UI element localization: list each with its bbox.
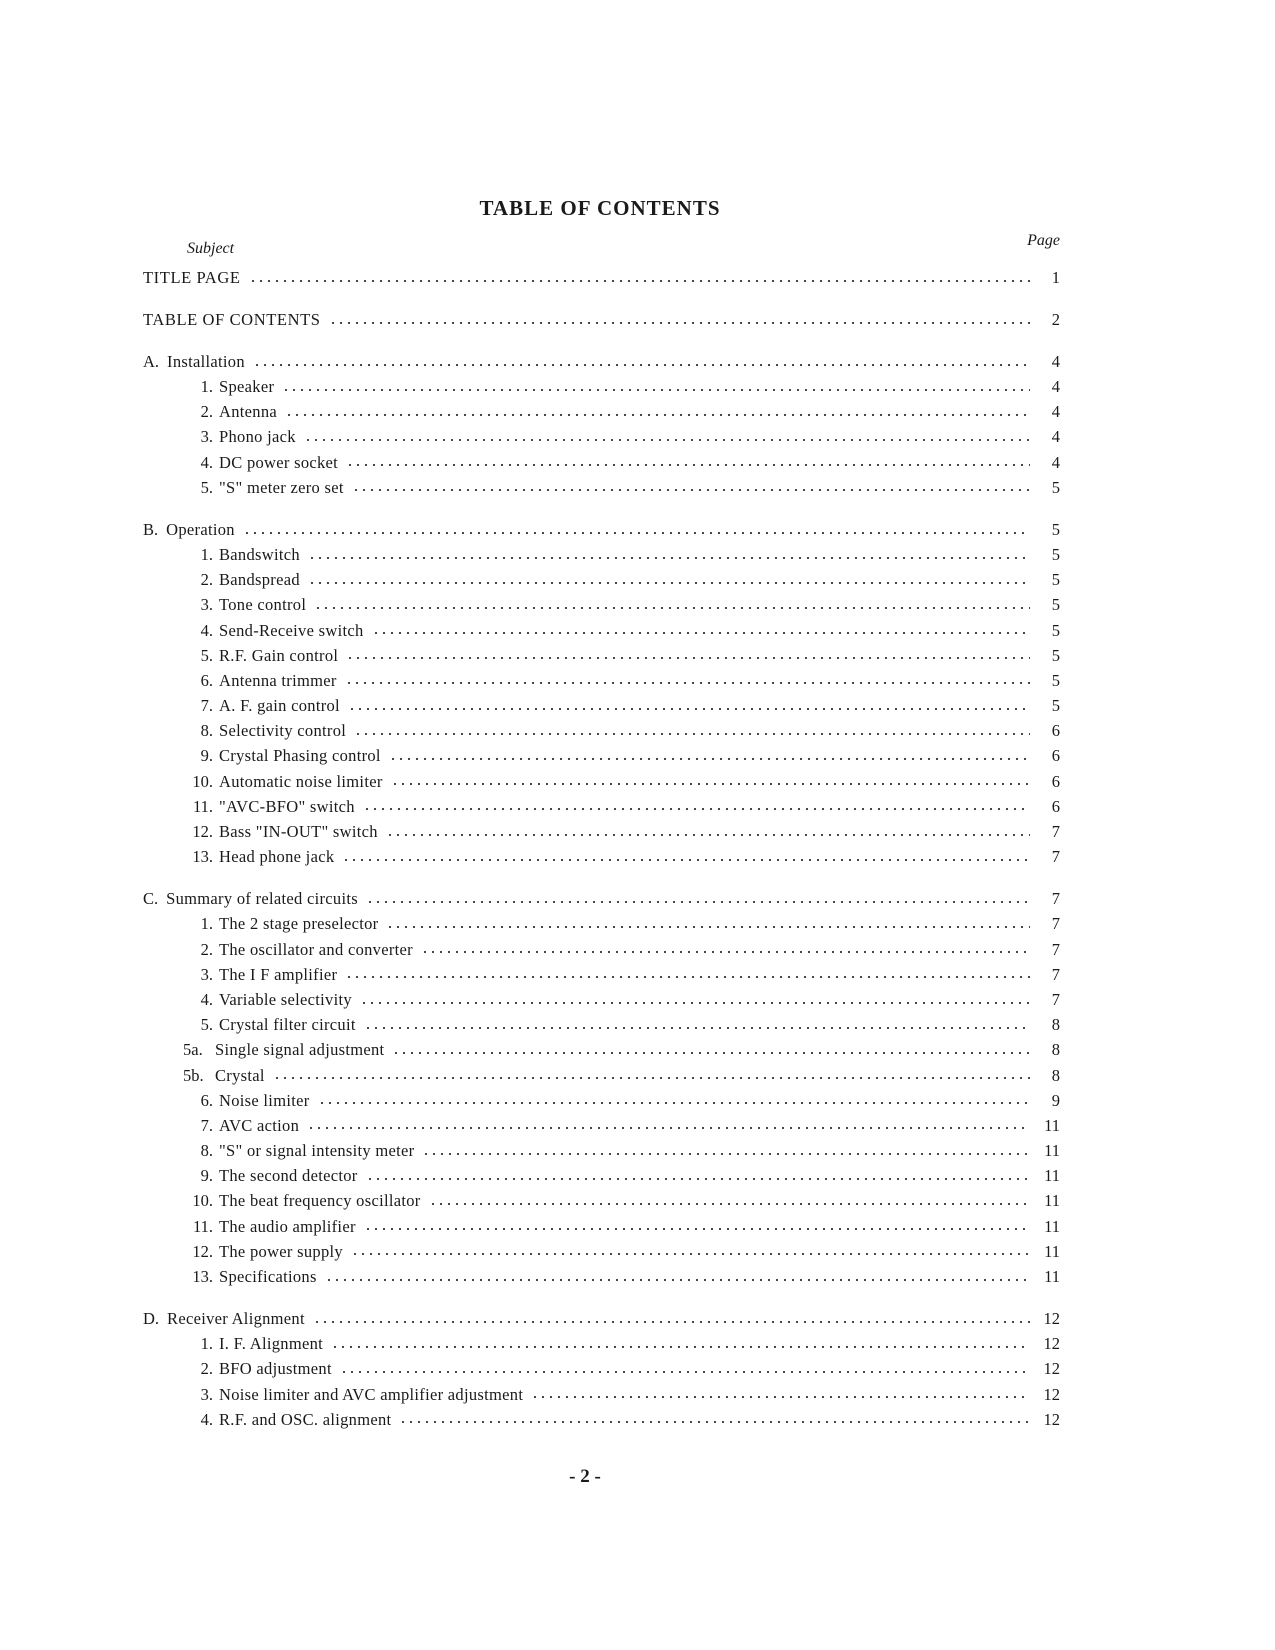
toc-entry	[143, 1012, 1060, 1037]
toc-entry-page: 12	[1043, 1384, 1060, 1404]
toc-entry-label: TABLE OF CONTENTS	[143, 310, 321, 329]
toc-entry-page: 8	[1051, 1065, 1060, 1085]
toc-entry	[143, 911, 1060, 936]
toc-entry-page: 6	[1051, 721, 1060, 741]
toc-entry	[143, 718, 1060, 743]
toc-entry-label: Operation	[166, 519, 235, 539]
toc-entry-label: R.F. and OSC. alignment	[219, 1409, 392, 1429]
dot-leader	[329, 320, 1030, 326]
toc-entry-label: Speaker	[219, 377, 275, 396]
toc-entry-label: The second detector	[219, 1166, 358, 1186]
toc-entry-label: Receiver Alignment	[167, 1309, 305, 1329]
toc-entry	[143, 1331, 1060, 1356]
toc-entry-label: Selectivity control	[219, 721, 347, 741]
toc-entry-label: Summary of related circuits	[166, 889, 358, 909]
toc-entry-page: 5	[1051, 670, 1060, 690]
toc-entry-label: Bandswitch	[219, 544, 300, 564]
dot-leader	[364, 1226, 1030, 1232]
toc-entry	[143, 1407, 1060, 1432]
dot-leader	[422, 1151, 1030, 1157]
toc-entry	[143, 399, 1060, 424]
toc-entry	[143, 937, 1060, 962]
toc-entry-number: 7.	[200, 1115, 213, 1135]
toc-entry-number: 2.	[200, 402, 213, 422]
toc-entry-page: 4	[1051, 452, 1060, 472]
toc-entry-label: "AVC-BFO" switch	[219, 796, 355, 816]
dot-leader	[348, 706, 1030, 712]
toc-entry-number: 8.	[200, 721, 213, 741]
toc-section-circuits	[143, 887, 1060, 1289]
toc-entry-page: 5	[1051, 645, 1060, 665]
toc-entry-page: 12	[1043, 1409, 1060, 1429]
dot-leader	[253, 362, 1030, 368]
dot-leader	[354, 731, 1030, 737]
toc-group-contents	[143, 308, 1060, 332]
toc-entry-number: 10.	[192, 1191, 213, 1211]
toc-entry-number: 1.	[200, 544, 213, 564]
dot-leader	[366, 1176, 1030, 1182]
dot-leader	[421, 949, 1030, 955]
toc-entry-number: 11.	[192, 1216, 213, 1236]
dot-leader	[531, 1394, 1030, 1400]
toc-entry-number: 5a.	[183, 1040, 203, 1060]
toc-entry-number: 10.	[192, 771, 213, 791]
toc-entry-number: 4.	[200, 620, 213, 640]
toc-section-heading	[143, 1307, 1060, 1331]
dot-leader	[429, 1201, 1030, 1207]
toc-entry-page: 7	[1051, 847, 1060, 867]
toc-entry-number: 6.	[200, 670, 213, 690]
toc-entry-page: 12	[1043, 1359, 1060, 1379]
toc-entry	[143, 1113, 1060, 1138]
dot-leader	[399, 1419, 1030, 1425]
toc-entry-label: A. F. gain control	[219, 696, 340, 716]
toc-entry-number: 13.	[192, 847, 213, 867]
toc-entry	[143, 374, 1060, 399]
toc-entry-page: 5	[1051, 519, 1060, 539]
toc-section-heading	[143, 518, 1060, 542]
toc-entry	[143, 1138, 1060, 1163]
toc-entry-number: 5.	[200, 1015, 213, 1035]
toc-entry-number: 6.	[200, 1090, 213, 1110]
toc-entry-page: 7	[1051, 889, 1060, 909]
table-of-contents	[143, 266, 1060, 1450]
toc-section-installation	[143, 350, 1060, 500]
toc-entry-label: Bass "IN-OUT" switch	[219, 822, 378, 841]
toc-entry-label: Crystal filter circuit	[219, 1015, 356, 1035]
toc-entry	[143, 266, 1060, 290]
dot-leader	[304, 437, 1030, 443]
toc-entry	[143, 962, 1060, 987]
toc-entry-page: 11	[1044, 1267, 1060, 1286]
toc-entry-page: 4	[1051, 352, 1060, 371]
dot-leader	[282, 387, 1030, 393]
dot-leader	[307, 1125, 1030, 1131]
toc-entry	[143, 308, 1060, 332]
toc-entry	[143, 743, 1060, 768]
toc-group-title-page	[143, 266, 1060, 290]
toc-entry-number: B.	[143, 519, 159, 539]
toc-entry-page: 7	[1051, 939, 1060, 959]
toc-entry-page: 4	[1051, 402, 1060, 422]
dot-leader	[346, 655, 1030, 661]
dot-leader	[389, 756, 1030, 762]
toc-entry-number: 5b.	[183, 1065, 204, 1085]
toc-entry-page: 2	[1051, 310, 1060, 329]
toc-entry-number: 12.	[192, 1241, 213, 1261]
toc-entry	[143, 819, 1060, 844]
toc-entry-label: Tone control	[219, 595, 307, 615]
toc-entry-number: 11.	[192, 796, 213, 816]
dot-leader	[243, 530, 1030, 536]
dot-leader	[325, 1277, 1030, 1283]
toc-entry	[143, 1188, 1060, 1213]
dot-leader	[351, 1251, 1030, 1257]
toc-entry-number: 3.	[200, 427, 213, 447]
dot-leader	[318, 1100, 1030, 1106]
toc-entry	[143, 618, 1060, 643]
dot-leader	[363, 806, 1030, 812]
toc-entry-label: Send-Receive switch	[219, 620, 364, 640]
toc-entry-number: 4.	[200, 989, 213, 1009]
toc-entry-number: 1.	[200, 377, 213, 396]
page-title: TABLE OF CONTENTS	[479, 196, 721, 220]
toc-entry	[143, 1356, 1060, 1381]
toc-entry-label: The I F amplifier	[219, 964, 338, 984]
toc-entry	[143, 794, 1060, 819]
toc-entry-number: D.	[143, 1309, 160, 1329]
toc-entry	[143, 475, 1060, 500]
toc-entry-label: Antenna	[219, 402, 277, 422]
toc-entry-number: 3.	[200, 964, 213, 984]
toc-entry-number: 1.	[200, 914, 213, 934]
toc-entry-page: 4	[1051, 427, 1060, 447]
toc-entry-number: 12.	[192, 822, 213, 841]
dot-leader	[360, 1000, 1030, 1006]
toc-entry-label: Noise limiter and AVC amplifier adjustment	[219, 1384, 524, 1404]
dot-leader	[273, 1075, 1030, 1081]
toc-entry-page: 5	[1051, 696, 1060, 716]
toc-entry-number: 9.	[200, 746, 213, 766]
toc-entry-label: "S" or signal intensity meter	[219, 1141, 415, 1161]
subject-column-header: Subject	[187, 240, 235, 257]
toc-entry-label: Bandspread	[219, 570, 300, 590]
toc-entry-number: 1.	[200, 1334, 213, 1354]
toc-section-operation	[143, 518, 1060, 869]
dot-leader	[366, 899, 1030, 905]
dot-leader	[392, 1050, 1030, 1056]
toc-entry-page: 9	[1051, 1090, 1060, 1110]
toc-entry-page: 11	[1044, 1216, 1060, 1236]
dot-leader	[314, 605, 1030, 611]
toc-entry-page: 7	[1051, 989, 1060, 1009]
toc-section-heading	[143, 887, 1060, 911]
toc-entry-page: 11	[1044, 1115, 1060, 1135]
toc-entry	[143, 592, 1060, 617]
toc-entry	[143, 1063, 1060, 1088]
toc-entry	[143, 1214, 1060, 1239]
dot-leader	[342, 857, 1030, 863]
toc-entry	[143, 769, 1060, 794]
toc-section-heading	[143, 350, 1060, 374]
toc-entry-label: The power supply	[219, 1241, 343, 1261]
toc-entry	[143, 424, 1060, 449]
dot-leader	[391, 781, 1030, 787]
toc-entry	[143, 1239, 1060, 1264]
toc-entry-number: 2.	[200, 939, 213, 959]
toc-entry-page: 5	[1051, 570, 1060, 590]
toc-entry-page: 8	[1051, 1015, 1060, 1035]
toc-entry-number: 2.	[200, 570, 213, 590]
dot-leader	[345, 680, 1030, 686]
dot-leader	[386, 924, 1030, 930]
toc-entry-page: 1	[1051, 268, 1060, 287]
toc-entry-number: 5.	[200, 645, 213, 665]
toc-entry-page: 7	[1051, 914, 1060, 934]
toc-entry-page: 12	[1043, 1334, 1060, 1354]
toc-entry-label: The audio amplifier	[219, 1216, 356, 1236]
toc-entry-number: 8.	[200, 1141, 213, 1161]
toc-entry-number: 2.	[200, 1359, 213, 1379]
toc-entry-label: AVC action	[219, 1115, 300, 1135]
dot-leader	[308, 580, 1030, 586]
toc-entry	[143, 643, 1060, 668]
toc-entry-label: Variable selectivity	[219, 989, 352, 1009]
toc-entry	[143, 1037, 1060, 1062]
toc-entry	[143, 1382, 1060, 1407]
dot-leader	[340, 1369, 1030, 1375]
toc-entry	[143, 668, 1060, 693]
toc-entry	[143, 567, 1060, 592]
dot-leader	[285, 412, 1030, 418]
dot-leader	[386, 832, 1030, 838]
page-number: - 2 -	[569, 1466, 601, 1487]
toc-entry-page: 5	[1051, 620, 1060, 640]
toc-entry-number: 4.	[200, 452, 213, 472]
toc-entry-label: Noise limiter	[219, 1090, 310, 1110]
toc-entry-page: 5	[1051, 477, 1060, 497]
dot-leader	[346, 462, 1030, 468]
toc-entry-label: Head phone jack	[219, 847, 335, 867]
toc-entry-number: 5.	[200, 477, 213, 497]
toc-entry-label: BFO adjustment	[219, 1359, 332, 1379]
toc-entry-page: 11	[1044, 1166, 1060, 1186]
toc-entry-label: "S" meter zero set	[219, 477, 344, 497]
toc-entry	[143, 987, 1060, 1012]
toc-entry	[143, 1264, 1060, 1289]
toc-entry-number: 9.	[200, 1166, 213, 1186]
dot-leader	[308, 555, 1030, 561]
toc-entry-number: 13.	[192, 1267, 213, 1286]
dot-leader	[249, 278, 1030, 284]
toc-entry-label: The oscillator and converter	[219, 939, 413, 959]
toc-entry-label: Crystal Phasing control	[219, 746, 381, 766]
toc-entry	[143, 1088, 1060, 1113]
dot-leader	[372, 630, 1030, 636]
toc-section-alignment	[143, 1307, 1060, 1432]
dot-leader	[345, 974, 1030, 980]
toc-entry-number: 3.	[200, 595, 213, 615]
toc-entry-page: 11	[1044, 1241, 1060, 1261]
toc-entry-page: 6	[1051, 796, 1060, 816]
toc-entry	[143, 844, 1060, 869]
toc-entry-label: Installation	[167, 352, 245, 371]
toc-entry-label: Single signal adjustment	[215, 1040, 385, 1060]
toc-entry-page: 7	[1051, 822, 1060, 841]
dot-leader	[313, 1319, 1030, 1325]
toc-entry-page: 11	[1044, 1191, 1060, 1211]
toc-entry-page: 6	[1051, 746, 1060, 766]
toc-entry	[143, 450, 1060, 475]
toc-entry-label: R.F. Gain control	[219, 645, 339, 665]
toc-entry-page: 4	[1051, 377, 1060, 396]
toc-entry-label: I. F. Alignment	[219, 1334, 324, 1354]
toc-entry-label: Crystal	[215, 1065, 265, 1085]
toc-entry	[143, 1163, 1060, 1188]
toc-entry-number: C.	[143, 889, 159, 909]
toc-entry-label: Specifications	[219, 1267, 317, 1286]
dot-leader	[352, 487, 1030, 493]
toc-entry	[143, 542, 1060, 567]
dot-leader	[364, 1025, 1030, 1031]
toc-entry-page: 12	[1043, 1309, 1060, 1329]
toc-entry-label: DC power socket	[219, 452, 339, 472]
toc-entry-page: 11	[1044, 1141, 1060, 1161]
toc-entry-label: The beat frequency oscillator	[219, 1191, 421, 1211]
toc-entry-page: 5	[1051, 544, 1060, 564]
toc-entry-number: 4.	[200, 1409, 213, 1429]
toc-entry-page: 7	[1051, 964, 1060, 984]
toc-entry-page: 8	[1051, 1040, 1060, 1060]
toc-entry	[143, 693, 1060, 718]
toc-entry-number: 3.	[200, 1384, 213, 1404]
toc-entry-number: 7.	[200, 696, 213, 716]
toc-entry-label: The 2 stage preselector	[219, 914, 379, 934]
toc-entry-page: 6	[1051, 771, 1060, 791]
toc-entry-page: 5	[1051, 595, 1060, 615]
toc-entry-label: Phono jack	[219, 427, 296, 447]
toc-entry-number: A.	[143, 352, 160, 371]
toc-entry-label: TITLE PAGE	[143, 268, 241, 287]
dot-leader	[331, 1344, 1030, 1350]
toc-entry-label: Automatic noise limiter	[219, 771, 383, 791]
toc-entry-label: Antenna trimmer	[219, 670, 337, 690]
page-column-header: Page	[1027, 232, 1060, 249]
